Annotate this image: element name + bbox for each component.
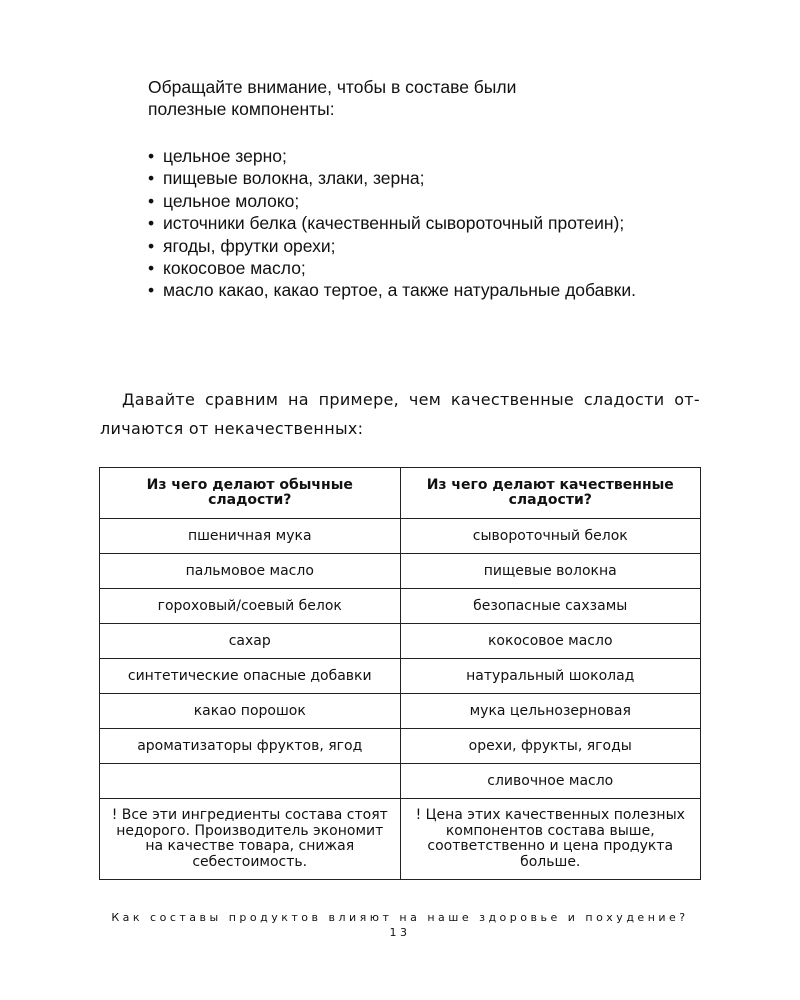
list-item: • цельное молоко; — [148, 190, 300, 211]
quality-sweets-note: ! Цена этих качественных полезных компонентов состава выше, соответственно и цена продукта больше. — [400, 799, 701, 880]
bullet-icon: • — [148, 280, 155, 301]
quality-ingredient-cell: орехи, фрукты, ягоды — [400, 729, 701, 764]
table-row — [100, 694, 701, 729]
quality-ingredient-cell: сывороточный белок — [400, 519, 701, 554]
quality-ingredient-cell: кокосовое масло — [400, 624, 701, 659]
header-quality-sweets: Из чего делают качественные сладости? — [400, 468, 701, 519]
comparison-intro-line-2: личаются от некачественных: — [100, 419, 364, 438]
page-number: 13 — [389, 926, 411, 939]
regular-ingredient-cell: синтетические опасные добавки — [100, 659, 401, 694]
running-title: Как составы продуктов влияют на наше здоровье и похудение? — [111, 911, 689, 924]
table-row — [100, 764, 701, 799]
table-row — [100, 659, 701, 694]
regular-ingredient-cell: гороховый/соевый белок — [100, 589, 401, 624]
comparison-intro — [100, 385, 700, 443]
bullet-icon: • — [148, 168, 155, 189]
bullet-icon: • — [148, 146, 155, 166]
table-note-row — [100, 799, 701, 880]
regular-ingredient-cell: ароматизаторы фруктов, ягод — [100, 729, 401, 764]
table-row — [100, 554, 701, 589]
list-item: • ягоды, фрутки орехи; — [148, 235, 336, 256]
intro-line-2: полезные компоненты: — [148, 99, 335, 119]
comparison-intro-line-1: Давайте сравним на примере, чем качественные сладости от- — [122, 390, 700, 409]
quality-ingredient-cell: безопасные сахзамы — [400, 589, 701, 624]
table-row — [100, 589, 701, 624]
list-item: • цельное зерно; — [148, 146, 287, 166]
quality-ingredient-cell: мука цельнозерновая — [400, 694, 701, 729]
header-regular-sweets: Из чего делают обычные сладости? — [100, 468, 401, 519]
quality-ingredient-cell: натуральный шоколад — [400, 659, 701, 694]
table-row — [100, 729, 701, 764]
list-item: • источники белка (качественный сывороточный протеин); — [148, 213, 625, 234]
intro-line-1: Обращайте внимание, чтобы в составе были — [148, 77, 517, 97]
regular-ingredient-cell: пшеничная мука — [100, 519, 401, 554]
regular-sweets-note: ! Все эти ингредиенты состава стоят недорого. Производитель экономит на качестве товара, снижая себестоимость. — [100, 799, 401, 880]
list-item: • пищевые волокна, злаки, зерна; — [148, 168, 425, 189]
bullet-icon: • — [148, 258, 155, 279]
useful-components-list — [148, 145, 668, 302]
quality-ingredient-cell: пищевые волокна — [400, 554, 701, 589]
regular-ingredient-cell: какао порошок — [100, 694, 401, 729]
table-row — [100, 624, 701, 659]
regular-ingredient-cell: пальмовое масло — [100, 554, 401, 589]
table-header-row — [100, 468, 701, 519]
bullet-icon: • — [148, 213, 155, 234]
bullet-icon: • — [148, 235, 155, 256]
list-item: • кокосовое масло; — [148, 258, 306, 279]
sweets-comparison-table — [99, 467, 701, 880]
bullet-icon: • — [148, 190, 155, 211]
table-row — [100, 519, 701, 554]
list-item: • масло какао, какао тертое, а также натуральные добавки. — [148, 280, 636, 301]
quality-ingredient-cell: сливочное масло — [400, 764, 701, 799]
regular-ingredient-cell: сахар — [100, 624, 401, 659]
page-footer — [0, 910, 800, 940]
regular-ingredient-cell — [100, 764, 401, 799]
intro-paragraph — [148, 76, 668, 120]
